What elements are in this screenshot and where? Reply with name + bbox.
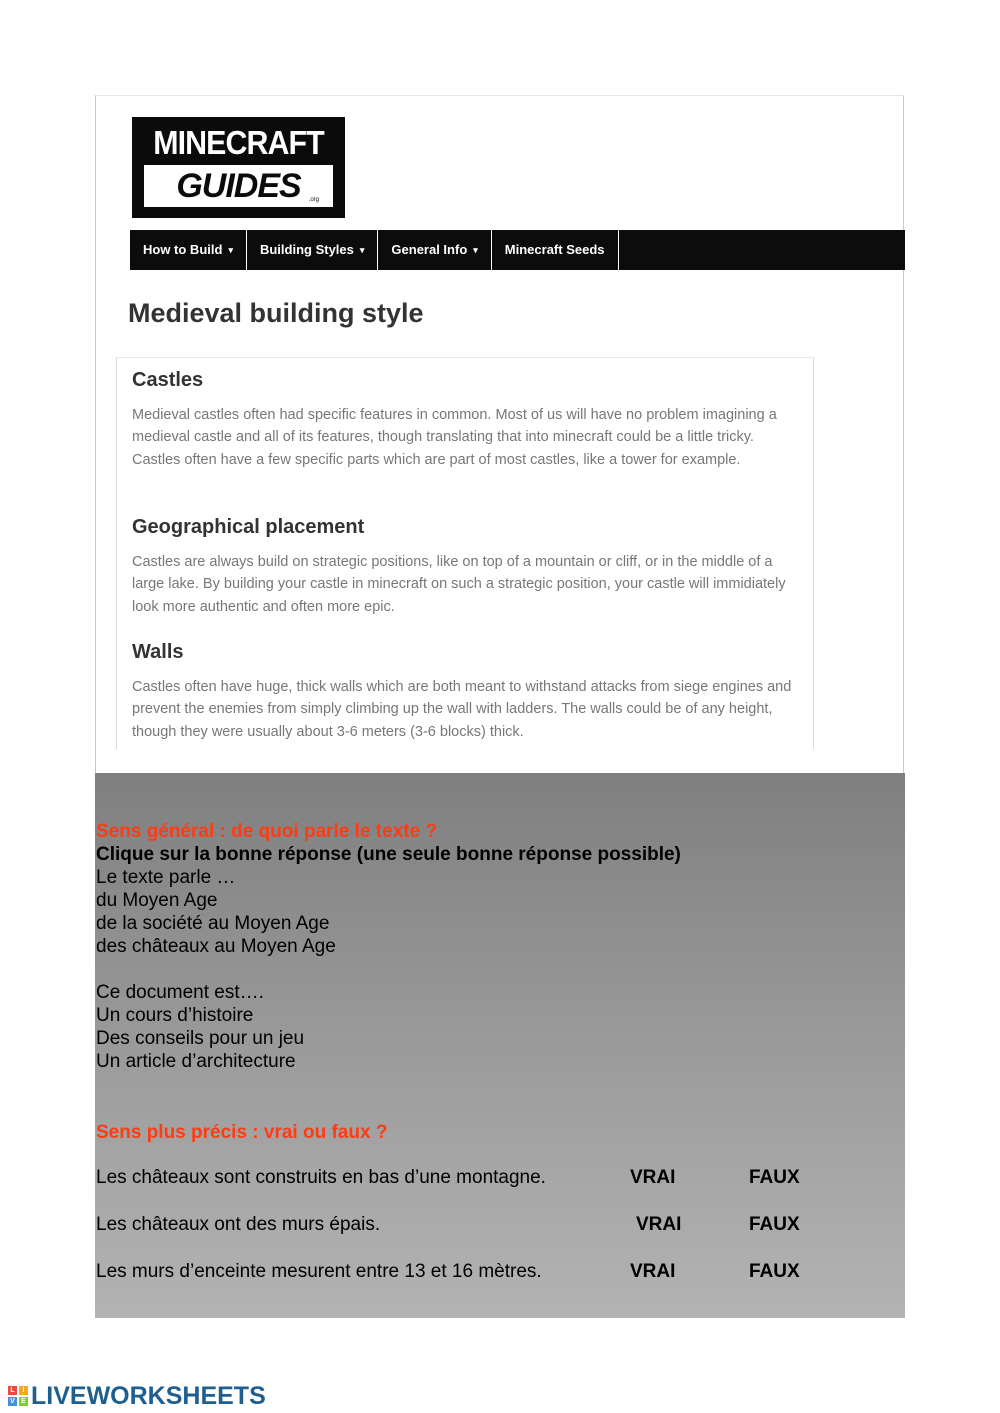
precise-meaning-heading: Sens plus précis : vrai ou faux ? — [96, 1122, 388, 1143]
statement-2-true-option[interactable]: VRAI — [636, 1214, 682, 1235]
logo-block: E — [19, 1397, 28, 1406]
liveworksheets-logo — [8, 1383, 266, 1409]
blocks-icon — [8, 1386, 28, 1406]
logo-block: L — [8, 1386, 17, 1395]
minecraft-guides-logo — [132, 117, 345, 218]
q2-option-1[interactable]: Un cours d’histoire — [96, 1005, 254, 1026]
q2-option-2[interactable]: Des conseils pour un jeu — [96, 1028, 305, 1049]
nav-label: How to Build — [143, 242, 223, 257]
logo-tld: .org — [308, 197, 319, 203]
statement-1-false-option[interactable]: FAUX — [749, 1167, 800, 1188]
section-heading-castles: Castles — [132, 369, 204, 391]
question2-prompt: Ce document est…. — [96, 982, 264, 1003]
chevron-down-icon: ▾ — [473, 245, 478, 255]
section-body-geographical-placement: Castles are always build on strategic positions, like on top of a mountain or cliff, or in the middle of a large lake. By building your castle in minecraft on such a strategic position, your castle will immidiately look more authentic and often more epic. — [132, 554, 786, 615]
q2-option-3[interactable]: Un article d’architecture — [96, 1051, 296, 1072]
chevron-down-icon: ▾ — [228, 245, 233, 255]
article-content — [116, 357, 814, 749]
nav-label: General Info — [391, 242, 468, 257]
question1-prompt: Le texte parle … — [96, 867, 236, 888]
page-title: Medieval building style — [128, 298, 424, 328]
q1-option-2[interactable]: de la société au Moyen Age — [96, 913, 330, 934]
logo-box — [144, 165, 333, 207]
nav-how-to-build[interactable] — [130, 230, 247, 270]
q1-option-3[interactable]: des châteaux au Moyen Age — [96, 936, 336, 957]
exercise-panel — [95, 773, 905, 1318]
section-heading-walls: Walls — [132, 641, 184, 663]
logo-block: V — [8, 1397, 17, 1406]
brand-name: LIVEWORKSHEETS — [31, 1381, 266, 1410]
main-navbar — [130, 230, 905, 270]
statement-3: Les murs d’enceinte mesurent entre 13 et 16 mètres. — [96, 1261, 542, 1282]
statement-2: Les châteaux ont des murs épais. — [96, 1214, 381, 1235]
statement-1: Les châteaux sont construits en bas d’une montagne. — [96, 1167, 546, 1188]
section-heading-geographical-placement: Geographical placement — [132, 516, 365, 538]
section-body-walls: Castles often have huge, thick walls which are both meant to withstand attacks from siege engines and prevent the enemies from simply climbing up the wall with ladders. The walls could be of any height, though they were usually about 3-6 meters (3-6 blocks) thick. — [132, 679, 792, 740]
q1-option-1[interactable]: du Moyen Age — [96, 890, 218, 911]
chevron-down-icon: ▾ — [359, 245, 365, 255]
logo-line2: GUIDES — [176, 167, 301, 205]
statement-3-false-option[interactable]: FAUX — [749, 1261, 800, 1282]
nav-label: Building Styles — [259, 242, 354, 257]
instruction-text: Clique sur la bonne réponse (une seule bonne réponse possible) — [96, 844, 681, 865]
nav-building-styles[interactable] — [247, 230, 378, 270]
statement-1-true-option[interactable]: VRAI — [630, 1167, 676, 1188]
statement-3-true-option[interactable]: VRAI — [630, 1261, 676, 1282]
general-meaning-heading: Sens général : de quoi parle le texte ? — [96, 821, 438, 842]
statement-2-false-option[interactable]: FAUX — [749, 1214, 800, 1235]
nav-minecraft-seeds[interactable] — [492, 230, 619, 270]
logo-block: I — [19, 1386, 28, 1395]
website-screenshot — [95, 95, 904, 773]
nav-general-info[interactable] — [378, 230, 491, 270]
section-body-castles: Medieval castles often had specific features in common. Most of us will have no problem imagining a medieval castle and all of its features, though translating that into minecraft could be a little tricky. Castles often have a few specific parts which are part of most castles, like a tower for example. — [132, 407, 777, 468]
nav-label: Minecraft Seeds — [504, 242, 605, 257]
logo-line1: MINECRAFT — [153, 124, 324, 161]
